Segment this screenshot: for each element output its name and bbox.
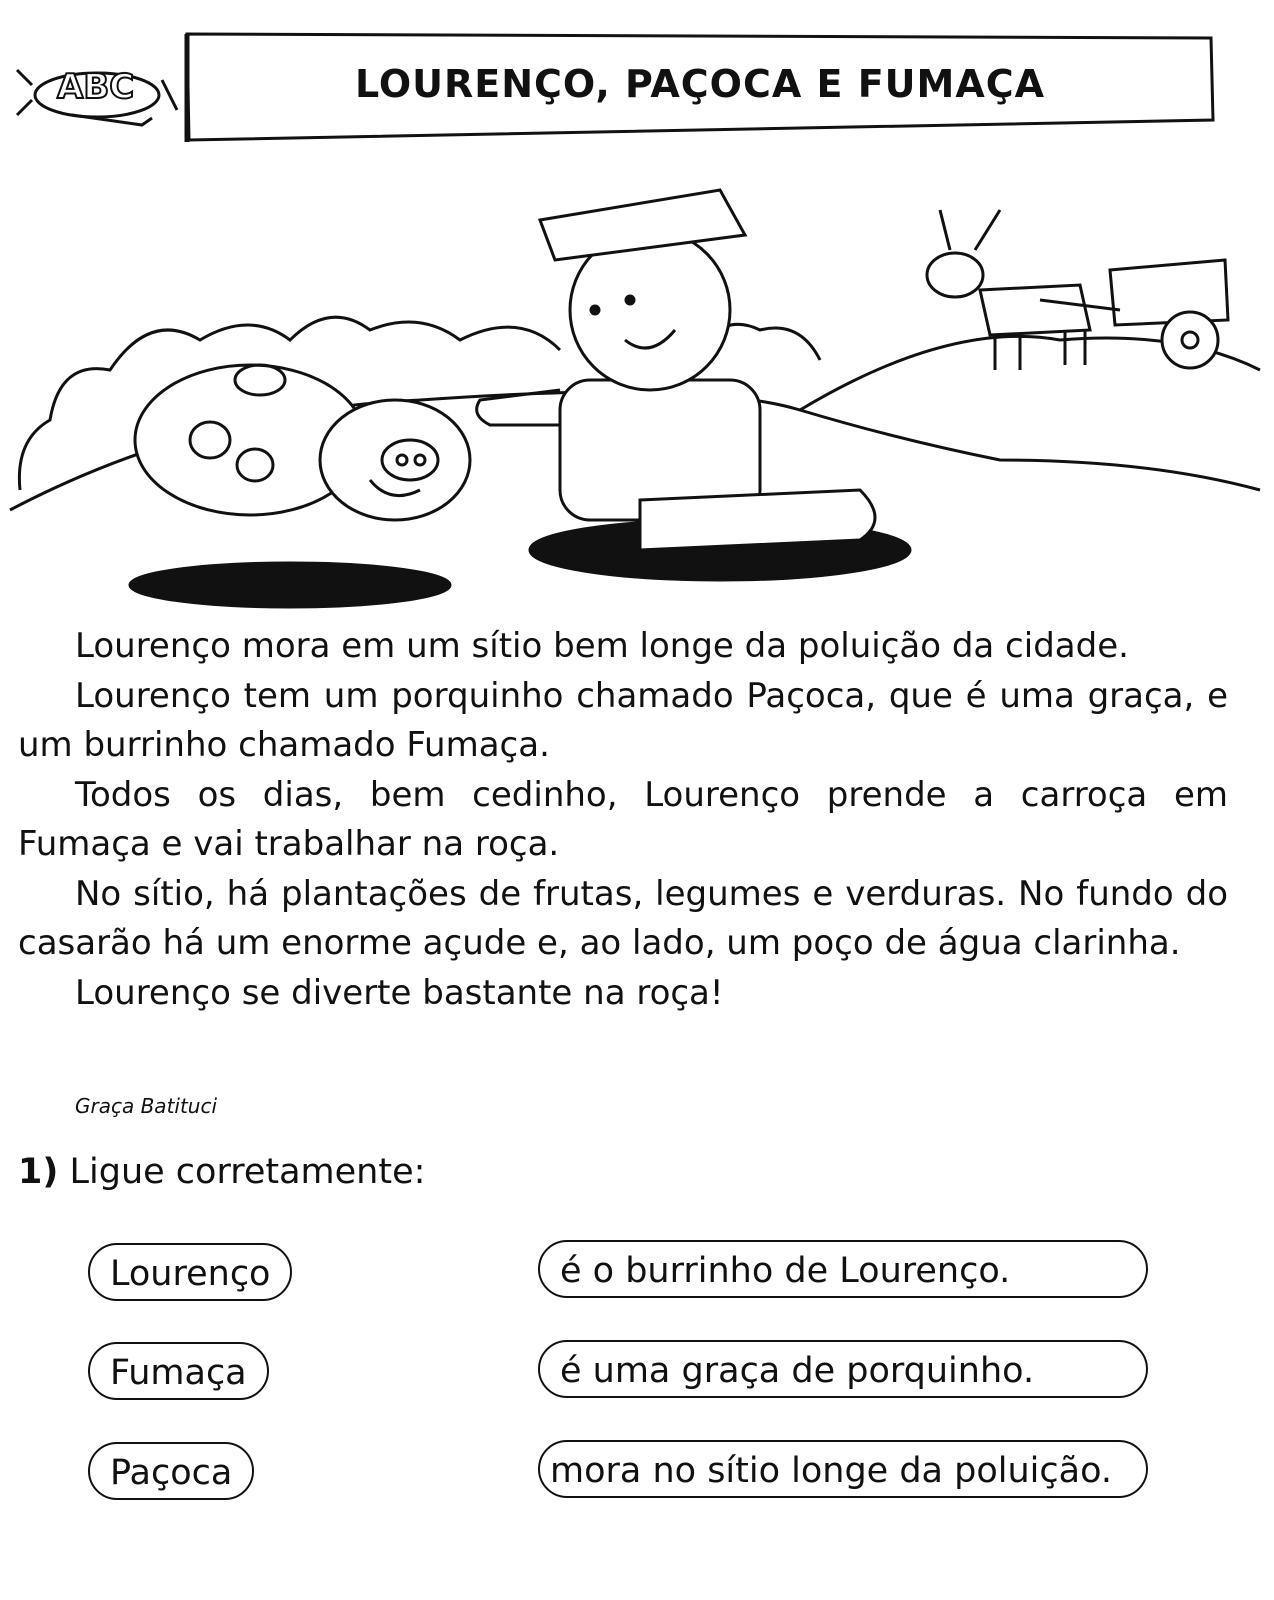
match-right-2[interactable]: é uma graça de porquinho. — [538, 1340, 1148, 1398]
svg-text:ABC: ABC — [57, 67, 135, 107]
story-text — [18, 622, 1228, 1018]
story-paragraph: Lourenço tem um porquinho chamado Paçoca, que é uma graça, e um burrinho chamado Fumaça. — [18, 675, 1228, 765]
story-illustration — [0, 160, 1274, 620]
exercise-question — [18, 1152, 425, 1192]
story-paragraph: Lourenço mora em um sítio bem longe da poluição da cidade. — [75, 626, 1129, 666]
match-left-lourenco[interactable]: Lourenço — [88, 1243, 292, 1301]
story-author: Graça Batituci — [75, 1094, 218, 1118]
match-left-pacoca[interactable]: Paçoca — [88, 1442, 254, 1500]
story-paragraph: Todos os dias, bem cedinho, Lourenço prende a carroça em Fumaça e vai trabalhar na roça. — [18, 774, 1228, 864]
story-paragraph: Lourenço se diverte bastante na roça! — [75, 972, 724, 1013]
question-number: 1) — [18, 1152, 59, 1192]
match-right-1[interactable]: é o burrinho de Lourenço. — [538, 1240, 1148, 1298]
match-left-fumaca[interactable]: Fumaça — [88, 1342, 269, 1400]
question-instruction: Ligue corretamente: — [69, 1152, 426, 1192]
story-paragraph: No sítio, há plantações de frutas, legumes e verduras. No fundo do casarão há um enorme açude e, ao lado, um poço de água clarinha. — [18, 873, 1228, 963]
abc-airplane-logo — [12, 40, 187, 135]
match-right-3[interactable]: mora no sítio longe da poluição. — [538, 1440, 1148, 1498]
page-title: LOURENÇO, PAÇOCA E FUMAÇA — [354, 62, 1046, 106]
